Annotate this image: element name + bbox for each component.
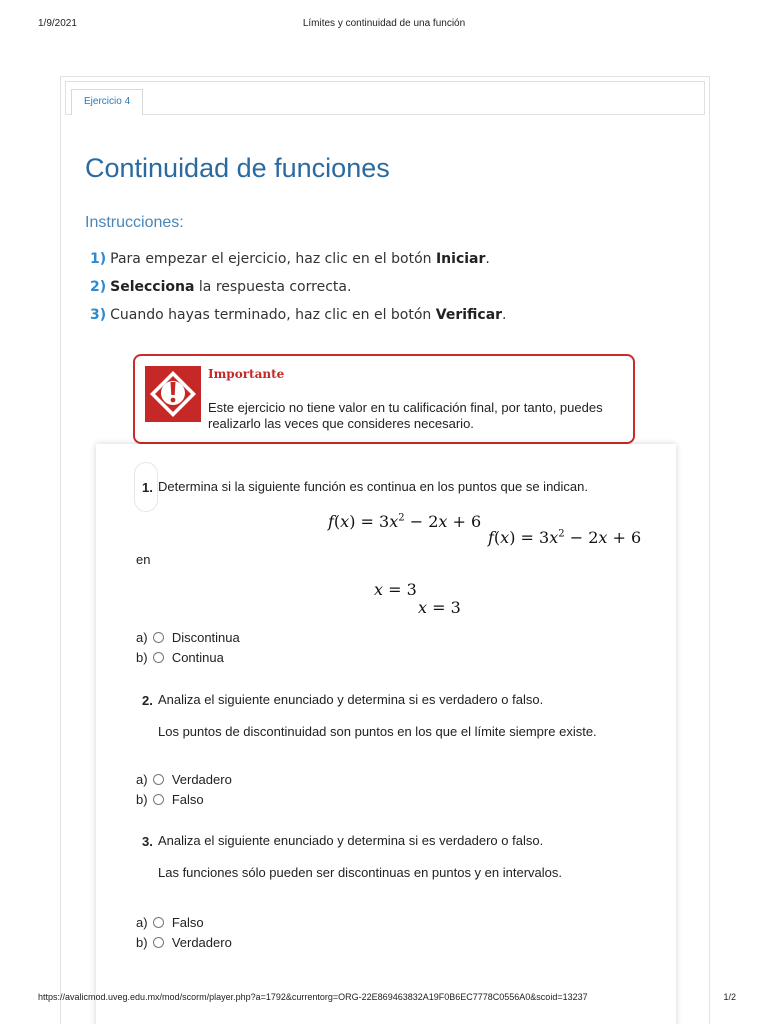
instructions-heading: Instrucciones: <box>85 214 184 231</box>
warning-exclamation-icon <box>145 366 201 422</box>
step-text: Para empezar el ejercicio, haz clic en el botón <box>110 251 436 267</box>
question-1-number: 1. <box>142 480 153 495</box>
question-2-text: Analiza el siguiente enunciado y determina si es verdadero o falso. <box>158 692 544 707</box>
option-letter: b) <box>136 650 148 665</box>
instruction-step <box>90 249 507 277</box>
radio-button[interactable] <box>153 774 164 785</box>
question-1-connector: en <box>136 552 151 567</box>
function-formula-duplicate: $f(x) = 3x^2 - 2x + 6$ <box>488 528 642 547</box>
step-keyword: Selecciona <box>110 279 195 295</box>
question-3-statement: Las funciones sólo pueden ser discontinuas en puntos y en intervalos. <box>158 865 562 880</box>
option-verdadero[interactable] <box>136 934 232 952</box>
option-label: Verdadero <box>171 935 232 950</box>
option-letter: b) <box>136 792 148 807</box>
radio-button[interactable] <box>153 794 164 805</box>
option-letter: b) <box>136 935 148 950</box>
question-2-statement: Los puntos de discontinuidad son puntos en los que el límite siempre existe. <box>158 724 597 739</box>
radio-button[interactable] <box>153 632 164 643</box>
point-formula-duplicate: x = 3 <box>418 598 461 617</box>
quiz-panel <box>96 444 676 1024</box>
important-text: Este ejercicio no tiene valor en tu calificación final, por tanto, puedes realizarlo las veces que consideres necesario. <box>208 400 603 431</box>
step-number: 3) <box>90 307 107 323</box>
step-text: Cuando hayas terminado, haz clic en el botón <box>110 307 436 323</box>
function-formula: $f(x) = 3x^2 - 2x + 6$ <box>328 512 482 531</box>
print-doc-title: Límites y continuidad de una función <box>302 18 466 29</box>
instructions-list <box>90 249 507 333</box>
step-keyword: Verificar <box>435 307 503 323</box>
print-header <box>0 18 768 32</box>
point-formula: x = 3 <box>374 580 417 599</box>
print-date: 1/9/2021 <box>38 18 77 29</box>
step-number: 1) <box>90 251 107 267</box>
step-text-end: . <box>485 251 490 267</box>
option-verdadero[interactable] <box>136 771 232 789</box>
step-text-end: la respuesta correcta. <box>194 279 352 295</box>
option-discontinua[interactable] <box>136 629 240 647</box>
important-title: Importante <box>208 367 285 381</box>
radio-button[interactable] <box>153 937 164 948</box>
print-url: https://avalicmod.uveg.edu.mx/mod/scorm/player.php?a=1792&currentorg=ORG-22E869463832A19F0B6EC7778C0556A0&scoid=13237 <box>38 992 588 1002</box>
option-label: Verdadero <box>171 772 232 787</box>
step-text-end: . <box>502 307 507 323</box>
question-3-number: 3. <box>142 834 153 849</box>
option-label: Falso <box>171 915 204 930</box>
option-letter: a) <box>136 915 148 930</box>
print-page-number: 1/2 <box>723 992 736 1002</box>
option-continua[interactable] <box>136 649 224 667</box>
option-letter: a) <box>136 630 148 645</box>
question-1-text: Determina si la siguiente función es continua en los puntos que se indican. <box>158 479 588 494</box>
radio-button[interactable] <box>153 917 164 928</box>
option-label: Falso <box>171 792 204 807</box>
page-title: Continuidad de funciones <box>85 153 390 183</box>
radio-button[interactable] <box>153 652 164 663</box>
instruction-step <box>90 305 507 333</box>
option-letter: a) <box>136 772 148 787</box>
step-keyword: Iniciar <box>435 251 486 267</box>
tab-bar <box>65 81 705 115</box>
option-label: Continua <box>171 650 224 665</box>
option-falso[interactable] <box>136 914 204 932</box>
important-notice <box>133 354 635 444</box>
question-2-number: 2. <box>142 693 153 708</box>
exercise-frame <box>60 76 710 1024</box>
tab-ejercicio-4[interactable]: Ejercicio 4 <box>71 89 143 115</box>
step-number: 2) <box>90 279 107 295</box>
print-footer <box>0 992 768 1006</box>
option-falso[interactable] <box>136 791 204 809</box>
option-label: Discontinua <box>171 630 240 645</box>
question-3-text: Analiza el siguiente enunciado y determina si es verdadero o falso. <box>158 833 544 848</box>
instruction-step <box>90 277 507 305</box>
